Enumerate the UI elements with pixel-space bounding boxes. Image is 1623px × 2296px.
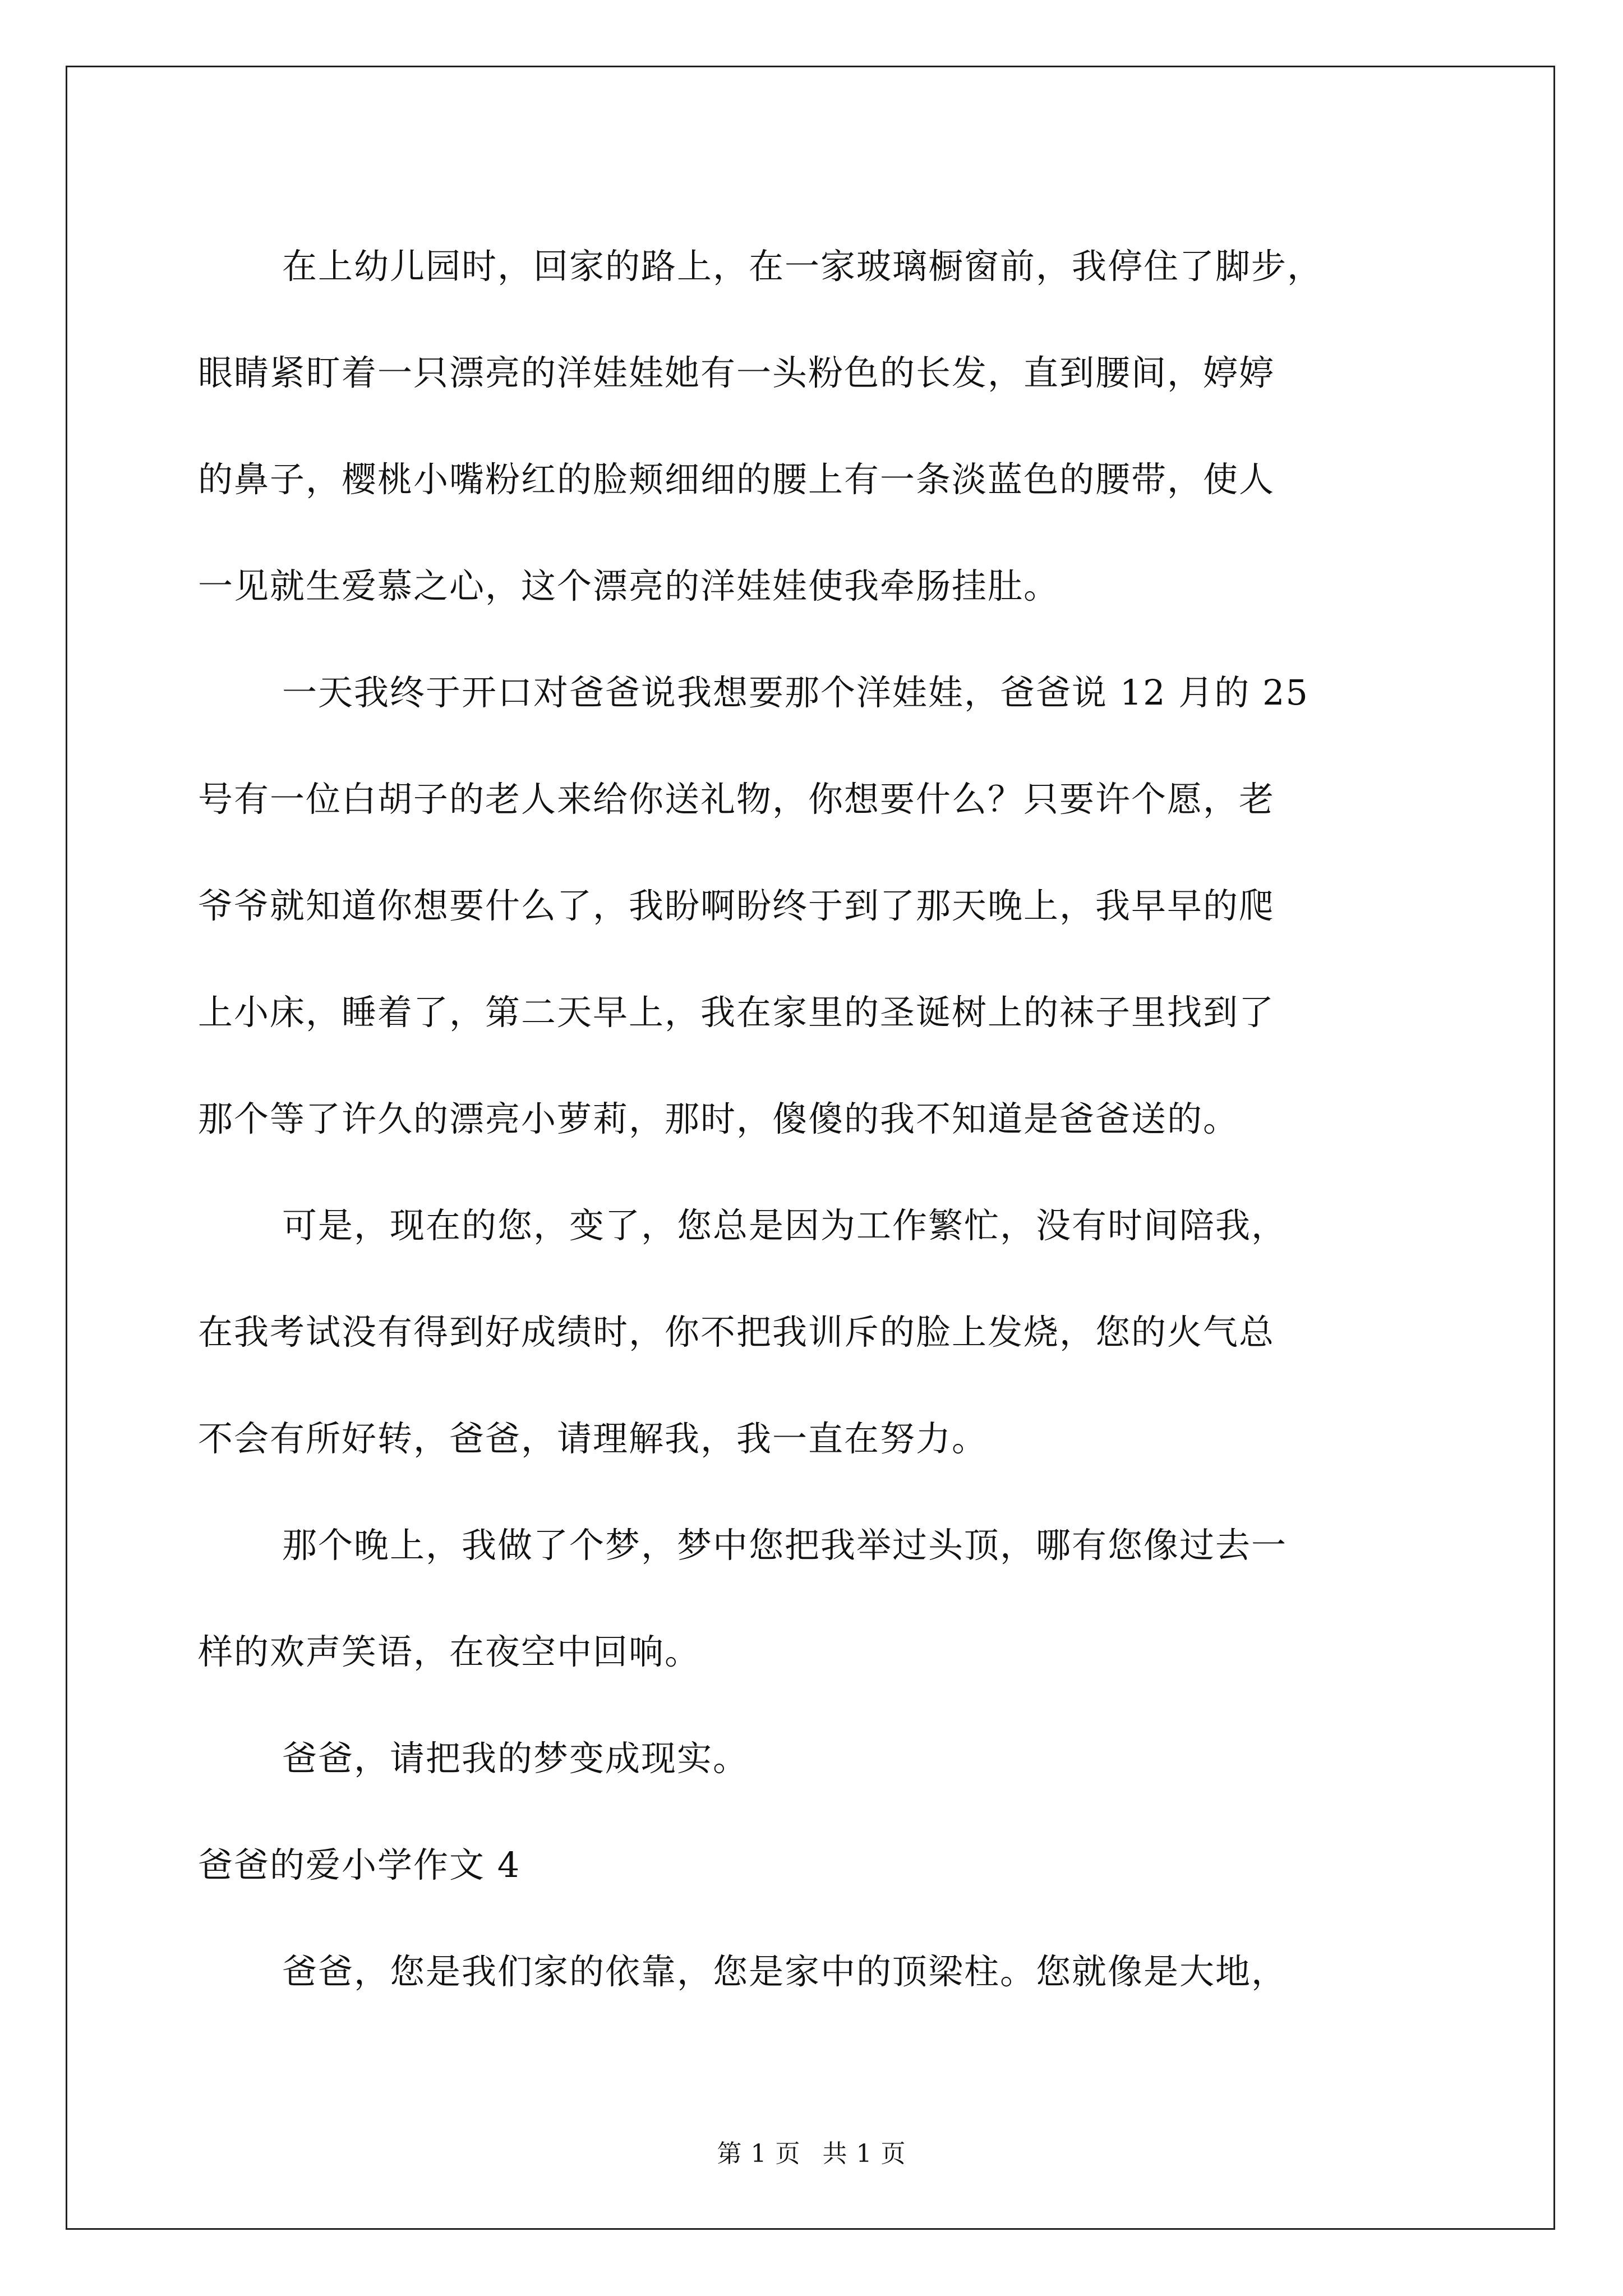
page-footer <box>0 2137 1623 2171</box>
paragraph-line: 可是，现在的您，变了，您总是因为工作繁忙，没有时间陪我， <box>282 1205 1288 1246</box>
paragraph-line: 那个等了许久的漂亮小萝莉，那时，傻傻的我不知道是爸爸送的。 <box>198 1098 1239 1139</box>
paragraph-line: 一见就生爱慕之心，这个漂亮的洋娃娃使我牵肠挂肚。 <box>198 565 1060 606</box>
paragraph-line: 一天我终于开口对爸爸说我想要那个洋娃娃，爸爸说 12 月的 25 <box>282 672 1309 713</box>
paragraph-line: 不会有所好转，爸爸，请理解我，我一直在努力。 <box>198 1418 988 1459</box>
page-total: 共 1 页 <box>822 2139 906 2168</box>
paragraph-line: 爸爸，您是我们家的依靠，您是家中的顶梁柱。您就像是大地， <box>282 1951 1288 1992</box>
paragraph-line: 那个晚上，我做了个梦，梦中您把我举过头顶，哪有您像过去一 <box>282 1525 1288 1566</box>
paragraph-line: 在上幼儿园时，回家的路上，在一家玻璃橱窗前，我停住了脚步， <box>282 246 1324 287</box>
paragraph-line: 的鼻子，樱桃小嘴粉红的脸颊细细的腰上有一条淡蓝色的腰带，使人 <box>198 459 1275 500</box>
paragraph-line: 在我考试没有得到好成绩时，你不把我训斥的脸上发烧，您的火气总 <box>198 1312 1275 1352</box>
paragraph-line: 爸爸，请把我的梦变成现实。 <box>282 1738 749 1779</box>
paragraph-line: 爷爷就知道你想要什么了，我盼啊盼终于到了那天晚上，我早早的爬 <box>198 885 1275 926</box>
section-heading: 爸爸的爱小学作文 4 <box>198 1844 521 1885</box>
paragraph-line: 号有一位白胡子的老人来给你送礼物，你想要什么？只要许个愿，老 <box>198 779 1275 820</box>
document-body <box>198 213 1432 2025</box>
paragraph-line: 上小床，睡着了，第二天早上，我在家里的圣诞树上的袜子里找到了 <box>198 992 1275 1033</box>
paragraph-line: 眼睛紧盯着一只漂亮的洋娃娃她有一头粉色的长发，直到腰间，婷婷 <box>198 352 1275 393</box>
paragraph-line: 样的欢声笑语，在夜空中回响。 <box>198 1631 701 1672</box>
page-number: 第 1 页 <box>717 2139 801 2168</box>
